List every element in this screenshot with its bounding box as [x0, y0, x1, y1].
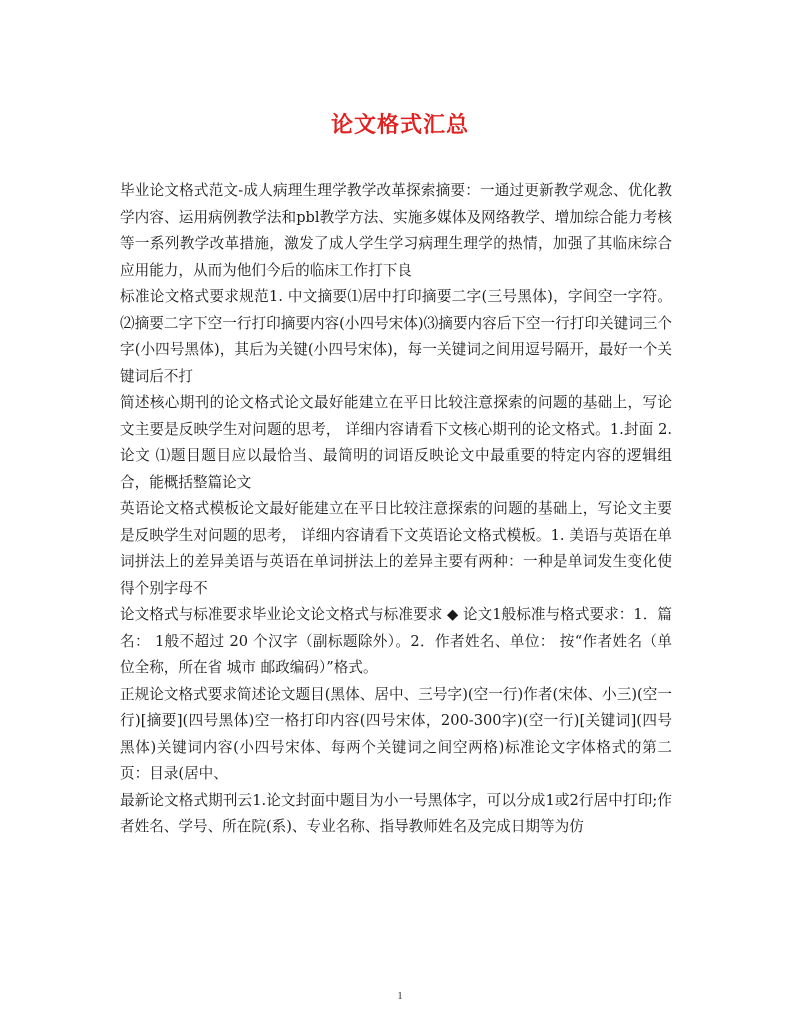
paragraph-1: 毕业论文格式范文-成人病理生理学教学改革探索摘要：一通过更新教学观念、优化教学内容、运用病例教学法和pbl教学方法、实施多媒体及网络教学、增加综合能力考核等一系列教学改革措施，激发了成人学生学习病理生理学的热情，加强了其临床综合应用能力，从而为他们今后的临床工作打下良 [120, 182, 672, 279]
paragraph-7: 最新论文格式期刊云1.论文封面中题目为小一号黑体字，可以分成1或2行居中打印;作者姓名、学号、所在院(系)、专业名称、指导教师姓名及完成日期等为仿 [120, 791, 672, 835]
paragraph-6: 正规论文格式要求简述论文题目(黑体、居中、三号字)(空一行)作者(宋体、小三)(空一行)[摘要](四号黑体)空一格打印内容(四号宋体，200-300字)(空一行)[关键词](四号黑体)关键词内容(小四号宋体、每两个关键词之间空两格)标准论文字体格式的第二页：目录(居中、 [120, 685, 672, 782]
document-body [120, 178, 672, 841]
document-title: 论文格式汇总 [330, 112, 469, 138]
page-number: 1 [397, 990, 403, 1002]
paragraph-2: 标准论文格式要求规范1. 中文摘要⑴居中打印摘要二字(三号黑体)，字间空一字符。⑵摘要二字下空一行打印摘要内容(小四号宋体)⑶摘要内容后下空一行打印关键词三个字(小四号黑体)，其后为关键(小四号宋体)，每一关键词之间用逗号隔开，最好一个关键词后不打 [120, 288, 672, 385]
paragraph-4: 英语论文格式模板论文最好能建立在平日比较注意探索的问题的基础上，写论文主要是反映学生对问题的思考， 详细内容请看下文英语论文格式模板。1. 美语与英语在单词拼法上的差异美语与英语在单词拼法上的差异主要有两种：一种是单词发生变化使得个别字母不 [120, 500, 672, 597]
paragraph-3: 简述核心期刊的论文格式论文最好能建立在平日比较注意探索的问题的基础上，写论文主要是反映学生对问题的思考， 详细内容请看下文核心期刊的论文格式。1.封面 2. 论文 ⑴题目题目应以最恰当、最简明的词语反映论文中最重要的特定内容的逻辑组合，能概括整篇论文 [120, 394, 672, 491]
paragraph-5: 论文格式与标准要求毕业论文论文格式与标准要求 ◆ 论文1般标准与格式要求：1．篇名： 1般不超过 20 个汉字（副标题除外）。2．作者姓名、单位： 按“作者姓名（单位全称，所在省 城市 邮政编码）”格式。 [120, 606, 672, 676]
